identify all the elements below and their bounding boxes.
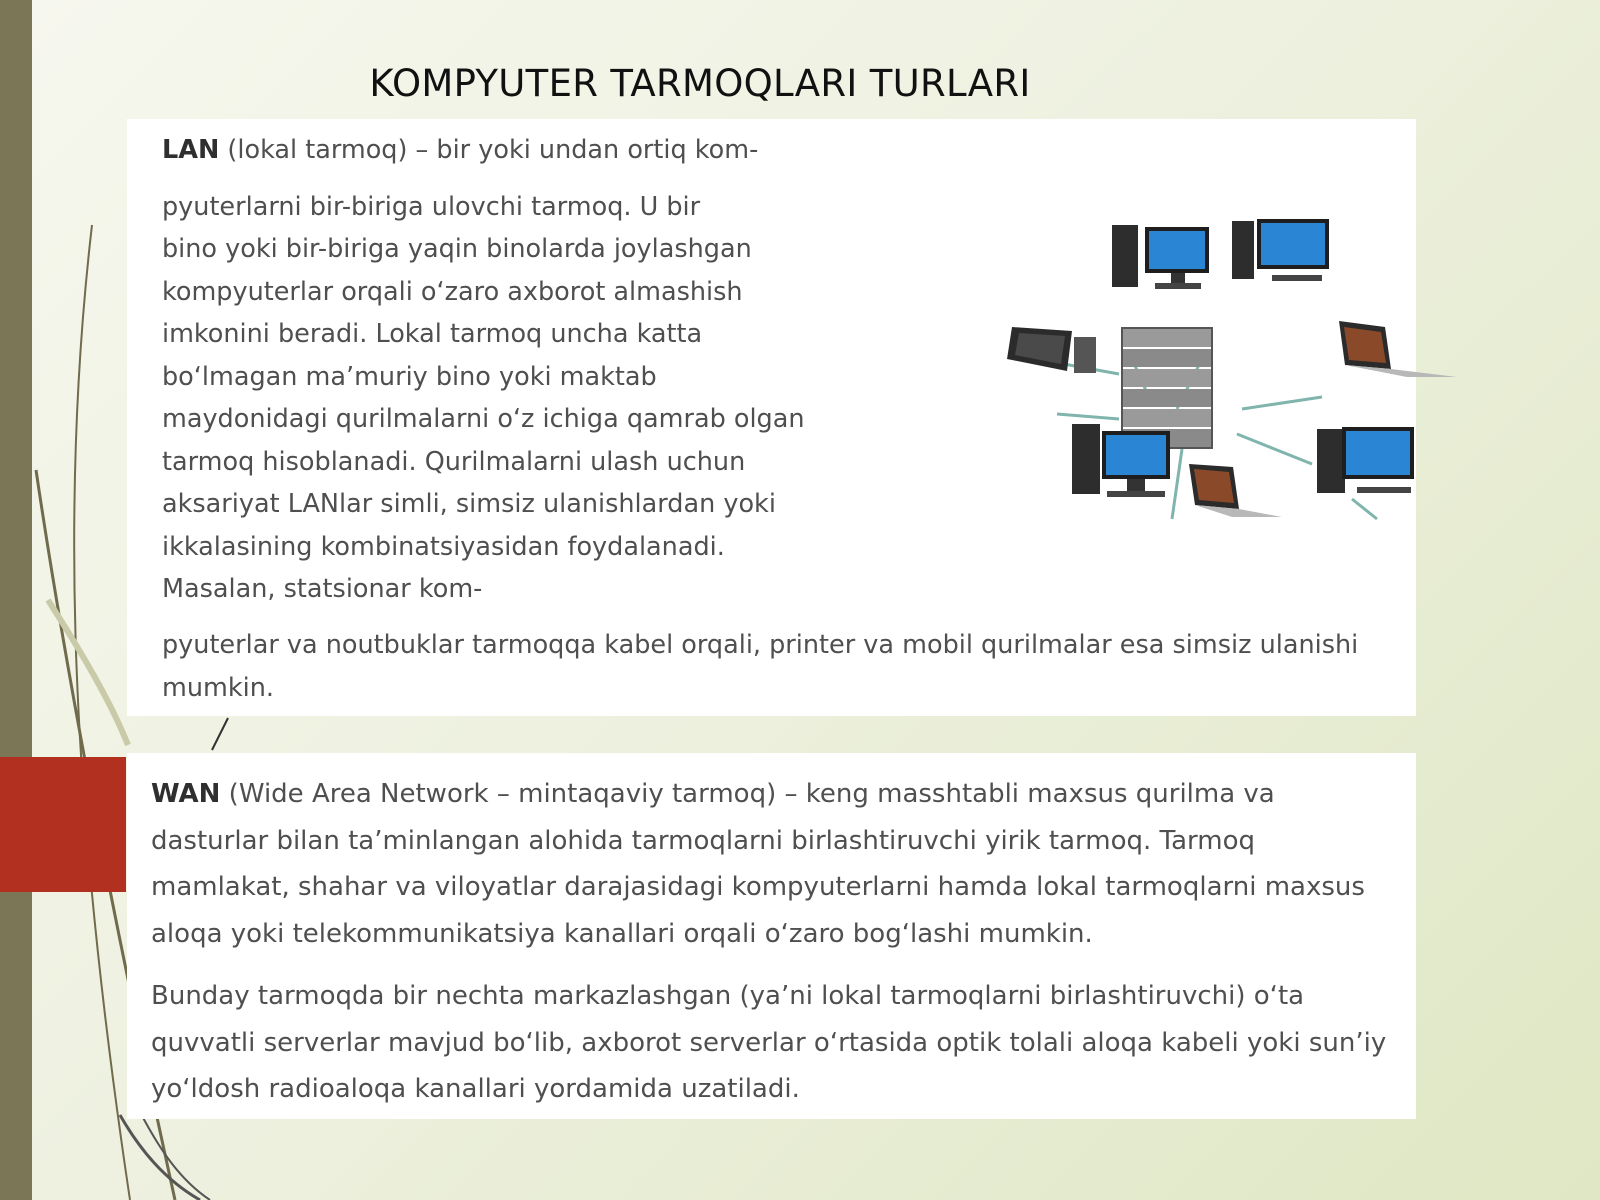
lan-line: tarmoq hisoblanadi. Qurilmalarni ulash uchun (162, 446, 746, 477)
wan-term: WAN (151, 779, 221, 809)
lan-line: maydonidagi qurilmalarni o‘z ichiga qamrab olgan (162, 404, 805, 434)
lan-line: Masalan, statsionar kom- (162, 574, 483, 604)
lan-tail-paragraph: pyuterlar va noutbuklar tarmoqqa kabel orqali, printer va mobil qurilmalar esa simsiz ulanishi mumkin. (162, 630, 1359, 703)
tablet-icon (1007, 327, 1096, 373)
desktop-pc-icon (1232, 219, 1329, 281)
lan-first-line-text: (lokal tarmoq) – bir yoki undan ortiq kom- (219, 135, 759, 165)
slide-title: KOMPYUTER TARMOQLARI TURLARI (369, 62, 1031, 105)
lan-term: LAN (162, 135, 220, 165)
lan-card (127, 119, 1416, 716)
desktop-pc-icon (1072, 424, 1170, 497)
desktop-pc-icon (1317, 427, 1414, 493)
lan-line: pyuterlarni bir-biriga ulovchi tarmoq. U bir (162, 191, 701, 222)
lan-line: bo‘lmagan ma’muriy bino yoki maktab (162, 361, 657, 392)
lan-line: bino yoki bir-biriga yaqin binolarda joylashgan (162, 234, 752, 264)
laptop-icon (1339, 321, 1457, 377)
lan-network-illustration (887, 209, 1487, 569)
lan-line: aksariyat LANlar simli, simsiz ulanishlardan yoki (162, 489, 776, 519)
desktop-pc-icon (1112, 225, 1209, 289)
lan-first-line (162, 129, 822, 172)
wan-card (127, 753, 1416, 1119)
server-rack-icon (1122, 328, 1212, 448)
red-accent-block (0, 757, 126, 892)
lan-line: ikkalasining kombinatsiyasidan foydalanadi. (162, 531, 725, 562)
laptop-icon (1189, 464, 1282, 517)
lan-line: imkonini beradi. Lokal tarmoq uncha katta (162, 319, 703, 349)
lan-line: kompyuterlar orqali o‘zaro axborot almashish (162, 276, 743, 307)
wan-paragraph-1 (151, 771, 1391, 957)
wan-paragraph-1-text: (Wide Area Network – mintaqaviy tarmoq) – keng masshtabli maxsus qurilma va dasturlar bilan ta’minlangan alohida tarmoqlarni birlashtiruvchi yirik tarmoq. Tarmoq mamlakat, shahar va viloyatlar darajasidagi kompyuterlarni hamda lokal tarmoqlarni maxsus aloqa yoki telekommunikatsiya kanallari orqali o‘zaro bog‘lashi mumkin. (151, 779, 1365, 949)
lan-paragraph (162, 129, 822, 611)
wan-paragraph-2: Bunday tarmoqda bir nechta markazlashgan (ya’ni lokal tarmoqlarni birlashtiruvchi) o‘ta quvvatli serverlar mavjud bo‘lib, axborot serverlar o‘rtasida optik tolali aloqa kabeli yoki sun’iy yo‘ldosh radioaloqa kanallari yordamida uzatiladi. (151, 981, 1387, 1104)
